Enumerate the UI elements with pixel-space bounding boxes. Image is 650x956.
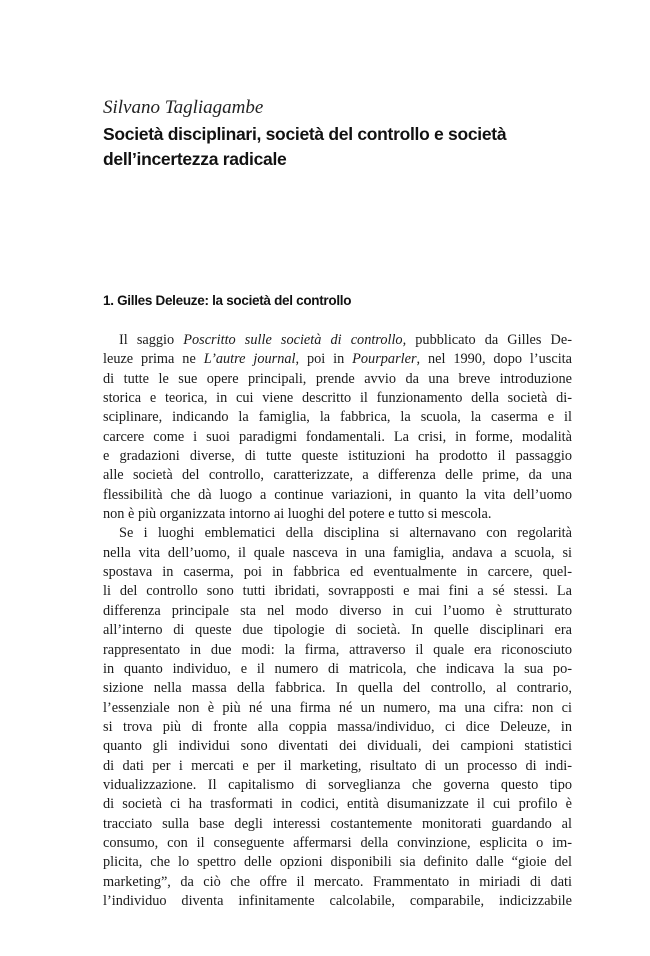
text-line: sciplinare, indicando la famiglia, la fabbrica, la scuola, la caserma e il <box>103 409 572 426</box>
text-span: , nel 1990, dopo l’uscita <box>416 351 572 368</box>
book-title-italic: Poscritto sulle società di controllo, <box>183 332 407 348</box>
text-line <box>103 331 572 350</box>
text-line: in quanto individuo, e il numero di matricola, che indicava la sua po- <box>103 660 572 677</box>
text-span: leuze prima ne <box>103 351 204 368</box>
chapter-title <box>103 122 583 172</box>
text-line: flessibilità che dà luogo a continue variazioni, in quanto la vita dell’uomo <box>103 486 572 503</box>
text-line: vidualizzazione. Il capitalismo di sorveglianza che governa questo tipo <box>103 776 572 793</box>
chapter-title-line: Società disciplinari, società del controllo e società <box>103 124 507 144</box>
text-line: consumo, con il conseguente affermarsi della convinzione, esplicita o im- <box>103 834 572 851</box>
text-line: non è più organizzata intorno ai luoghi del potere e tutto si mescola. <box>103 506 492 523</box>
text-line: Se i luoghi emblematici della disciplina si alternavano con regolarità <box>119 525 572 542</box>
text-line: alle società del controllo, caratterizzate, a differenza delle prime, da una <box>103 467 572 484</box>
text-line: l’essenziale non è più né una firma né un numero, ma una cifra: non ci <box>103 699 572 716</box>
text-span: Il saggio <box>119 332 184 348</box>
text-line: di dati per i mercati e per il marketing, risultato di un processo di indi- <box>103 757 572 774</box>
text-line: si trova più di fronte alla coppia massa/individuo, ci dice Deleuze, in <box>103 718 572 735</box>
book-title-italic: Pourparler <box>352 351 417 368</box>
text-line: e gradazioni diverse, di tutte queste istituzioni ha prodotto il passaggio <box>103 448 572 465</box>
text-line: plicita, che lo spettro delle opzioni disponibili sia definito dalle “gioie del <box>103 854 572 871</box>
text-line: tracciato sulla base degli interessi costantemente monitorati guardando al <box>103 815 572 832</box>
text-line: di tutte le sue opere principali, prende avvio da una breve introduzione <box>103 370 572 387</box>
chapter-title-line: dell’incertezza radicale <box>103 149 287 169</box>
body-text <box>103 331 572 911</box>
text-line: quanto gli individui sono diventati dei dividuali, dei campioni statistici <box>103 738 572 755</box>
text-line: marketing”, da ciò che offre il mercato. Frammentato in miriadi di dati <box>103 873 572 890</box>
text-line: di società ci ha trasformati in codici, entità disumanizzate il cui profilo è <box>103 796 572 813</box>
text-line: all’interno di queste due tipologie di società. In quelle disciplinari era <box>103 622 572 639</box>
text-line: sizione nella massa della fabbrica. In quella del controllo, al contrario, <box>103 680 572 697</box>
journal-title-italic: L’autre journal <box>203 351 296 368</box>
text-line: nella vita dell’uomo, il quale nasceva in una famiglia, andava a scuola, si <box>103 544 572 561</box>
text-line: l’individuo diventa infinitamente calcolabile, comparabile, indicizzabile <box>103 892 572 909</box>
text-line: storica e teorica, in cui viene descritto il funzionamento della società di- <box>103 390 572 407</box>
text-span: , poi in <box>295 351 353 368</box>
text-line: li del controllo sono tutti ibridati, sovrapposti e mai fini a sé stessi. La <box>103 583 572 600</box>
text-line: spostava in caserma, poi in fabbrica ed eventualmente in carcere, quel- <box>103 564 572 581</box>
text-line: rappresentato in due modi: la firma, attraverso il quale era riconosciuto <box>103 641 572 658</box>
text-line <box>103 350 572 369</box>
chapter-author: Silvano Tagliagambe <box>103 97 264 118</box>
section-heading: 1. Gilles Deleuze: la società del controllo <box>103 293 352 308</box>
text-span: pubblicato da Gilles De- <box>406 332 572 348</box>
text-line: differenza principale sta nel modo diverso in cui l’uomo è strutturato <box>103 602 572 619</box>
text-line: carcere come i suoi paradigmi fondamentali. La crisi, in forme, modalità <box>103 428 572 445</box>
